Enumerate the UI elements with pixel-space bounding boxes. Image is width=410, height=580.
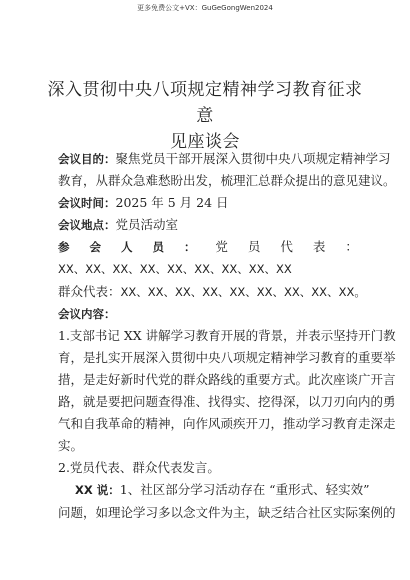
purpose-line-2: 教育，从群众急难愁盼出发，梳理汇总群众提出的意见建议。 [58, 173, 396, 189]
xx-say-text: 1、社区部分学习活动存在 “重形式、轻实效” [119, 482, 370, 498]
participants-label-char: ： [183, 240, 196, 255]
party-rep-label-char: 代 [280, 239, 293, 255]
xx-say-line-2: 问题，如理论学习多以念文件为主，缺乏结合社区实际案例的 [58, 504, 396, 520]
time-value: 2025 年 5 月 24 日 [115, 195, 229, 211]
purpose-text: 聚焦党员干部开展深入贯彻中央八项规定精神学习 [115, 151, 391, 166]
party-rep-label-char: 员 [247, 239, 261, 255]
location-value: 党员活动室 [115, 217, 179, 233]
participants-line [58, 236, 358, 258]
document-title [40, 77, 370, 155]
xx-say-line [58, 479, 370, 501]
party-rep-label-char: 党 [215, 239, 228, 255]
item1-line: 措，是走好新时代党的群众路线的重要方式。此次座谈广开言 [58, 371, 396, 387]
purpose-line [58, 148, 391, 170]
participants-label-char: 人 [120, 240, 133, 255]
item1-line: 气和自我革命的精神，向作风顽疾开刀，推动学习教育走深走 [58, 416, 396, 432]
location-label: 会议地点： [58, 218, 116, 233]
item2-line: 2.党员代表、群众代表发言。 [58, 460, 220, 476]
title-line: 见座谈会 [170, 132, 240, 152]
purpose-label: 会议目的： [58, 152, 116, 166]
time-line [58, 192, 358, 214]
document-body [58, 148, 396, 524]
title-line: 深入贯彻中央八项规定精神学习教育征求意 [47, 80, 363, 126]
item1-line: 路，就是要把问题查得准、找得实、挖得深，以刀刃向内的勇 [58, 394, 396, 410]
location-line [58, 214, 358, 236]
participants-label-char: 员 [152, 240, 164, 255]
xx-say-label: XX 说： [75, 483, 120, 498]
masses-names: XX、XX、XX、XX、XX、XX、XX、XX、XX。 [120, 284, 366, 299]
participants-label-char: 参 [58, 240, 70, 255]
party-rep-label-char: 表 [312, 239, 326, 255]
item1-line: 育，是扎实开展深入贯彻中央八项规定精神学习教育的重要举 [58, 349, 396, 365]
item1-line: 实。 [58, 438, 84, 454]
masses-line [58, 281, 366, 303]
party-rep-label-char: ： [345, 239, 358, 255]
time-label: 会议时间： [58, 196, 116, 211]
item1-line: 1.支部书记 XX 讲解学习教育开展的背景，并表示坚持开门教 [58, 327, 396, 343]
party-rep-names: XX、XX、XX、XX、XX、XX、XX、XX、XX [58, 262, 292, 277]
masses-label: 群众代表： [58, 283, 121, 299]
content-label: 会议内容： [58, 306, 116, 321]
header-note: 更多免费公文+VX：GuGeGongWen2024 [137, 4, 273, 12]
participants-label-char: 会 [89, 240, 101, 255]
